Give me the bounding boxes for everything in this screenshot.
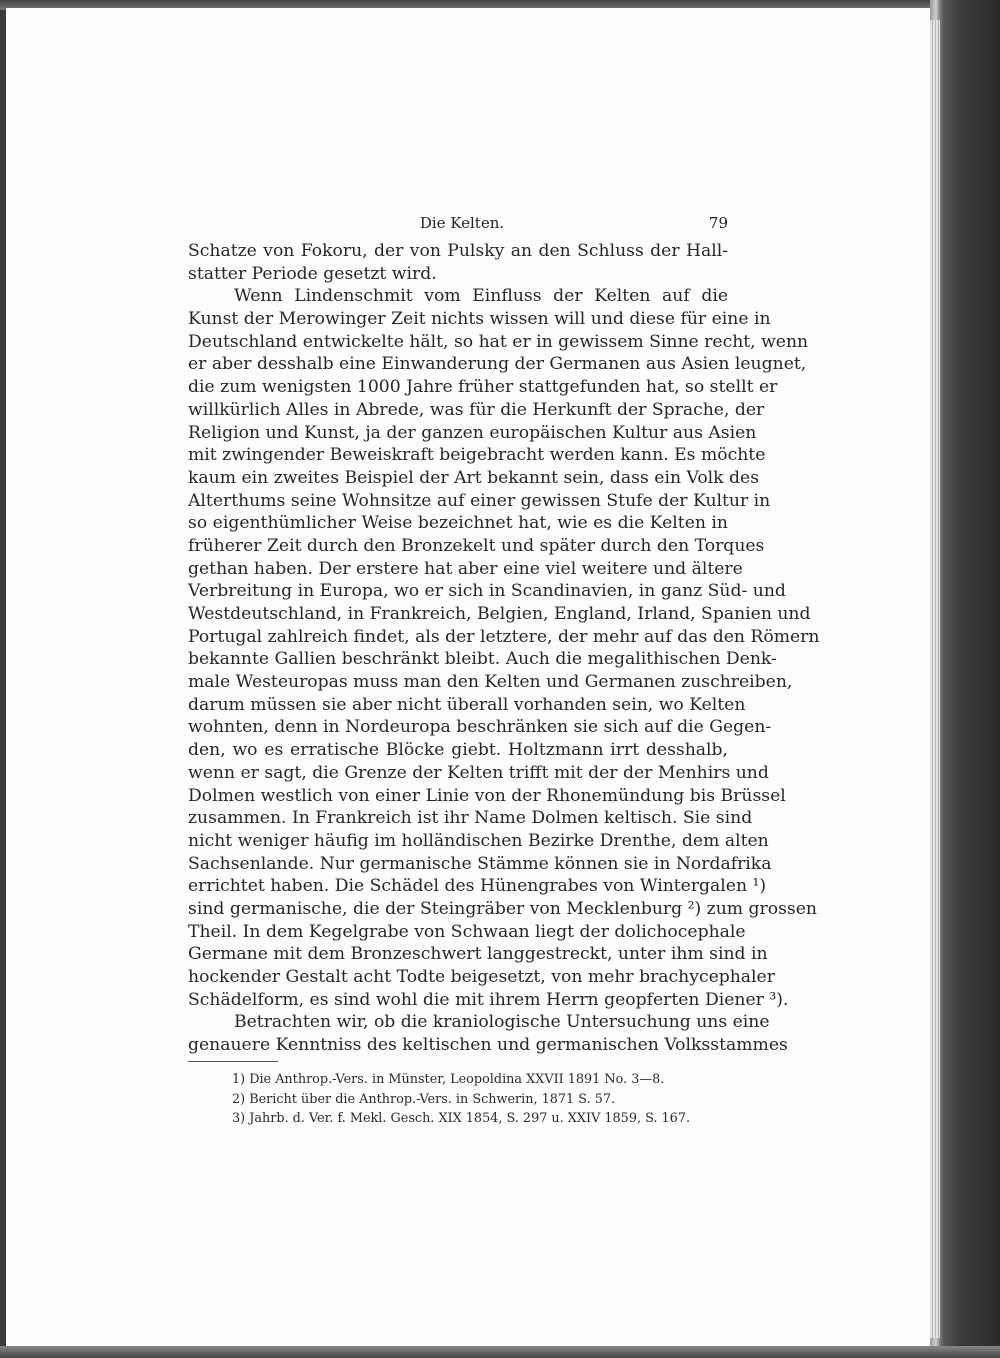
text-line: wenn er sagt, die Grenze der Kelten trifft mit der der Menhirs und	[188, 762, 769, 783]
running-head-title: Die Kelten.	[419, 214, 505, 232]
text-line: kaum ein zweites Beispiel der Art bekannt sein, dass ein Volk des	[188, 467, 760, 488]
footnote: 2) Bericht über die Anthrop.-Vers. in Schwerin, 1871 S. 57.	[232, 1091, 616, 1107]
text-line: Portugal zahlreich findet, als der letztere, der mehr auf das den Römern	[188, 626, 820, 647]
text-line: hockender Gestalt acht Todte beigesetzt, von mehr brachycephaler	[188, 967, 775, 987]
text-line: Kunst der Merowinger Zeit nichts wissen will und diese für eine in	[188, 309, 771, 330]
text-line: Schädelform, es sind wohl die mit ihrem Herrn geopferten Diener ³).	[188, 989, 789, 1010]
text-line: Betrachten wir, ob die kraniologische Untersuchung uns eine	[234, 1012, 770, 1033]
text-line: er aber desshalb eine Einwanderung der Germanen aus Asien leugnet,	[188, 354, 807, 375]
text-line: sind germanische, die der Steingräber von Mecklenburg ²) zum grossen	[188, 898, 817, 919]
text-line: zusammen. In Frankreich ist ihr Name Dolmen keltisch. Sie sind	[188, 808, 753, 829]
footnote: 3) Jahrb. d. Ver. f. Mekl. Gesch. XIX 1854, S. 297 u. XXIV 1859, S. 167.	[232, 1111, 691, 1127]
text-line: früherer Zeit durch den Bronzekelt und später durch den Torques	[188, 535, 765, 556]
text-line: errichtet haben. Die Schädel des Hünengrabes von Wintergalen ¹)	[188, 876, 767, 897]
text-line: Schatze von Fokoru, der von Pulsky an den Schluss der Hall-	[188, 241, 728, 261]
text-line: Dolmen westlich von einer Linie von der Rhonemündung bis Brüssel	[188, 785, 786, 806]
text-line: nicht weniger häufig im holländischen Bezirke Drenthe, dem alten	[188, 830, 769, 851]
book-fore-edge	[930, 0, 1000, 1358]
text-line: Deutschland entwickelte hält, so hat er in gewissem Sinne recht, wenn	[188, 331, 809, 352]
text-line: darum müssen sie aber nicht überall vorhanden sein, wo Kelten	[188, 694, 746, 715]
text-line: genauere Kenntniss des keltischen und germanischen Volksstammes	[188, 1035, 788, 1056]
text-line: Westdeutschland, in Frankreich, Belgien, England, Irland, Spanien und	[188, 604, 811, 624]
text-line: Theil. In dem Kegelgrabe von Schwaan liegt der dolichocephale	[188, 921, 746, 942]
text-line: Germane mit dem Bronzeschwert langgestreckt, unter ihm sind in	[188, 944, 768, 965]
scan-bottom-edge	[0, 1346, 1000, 1358]
text-line: statter Periode gesetzt wird.	[188, 263, 437, 284]
text-line: Verbreitung in Europa, wo er sich in Scandinavien, in ganz Süd- und	[188, 581, 786, 602]
text-line: willkürlich Alles in Abrede, was für die Herkunft der Sprache, der	[188, 399, 765, 420]
page-number: 79	[708, 214, 728, 232]
running-head	[188, 214, 736, 236]
text-line: so eigenthümlicher Weise bezeichnet hat, wie es die Kelten in	[188, 513, 728, 534]
text-line: die zum wenigsten 1000 Jahre früher stattgefunden hat, so stellt er	[188, 377, 778, 398]
footnotes	[232, 1070, 728, 1129]
text-line: Alterthums seine Wohnsitze auf einer gewissen Stufe der Kultur in	[188, 490, 771, 511]
body-text	[188, 240, 820, 1057]
text-line: Sachsenlande. Nur germanische Stämme können sie in Nordafrika	[188, 853, 772, 874]
text-line: Wenn Lindenschmit vom Einfluss der Kelten auf die	[234, 286, 728, 307]
footnote-rule	[188, 1061, 278, 1062]
text-line: mit zwingender Beweiskraft beigebracht werden kann. Es möchte	[188, 445, 766, 466]
text-line: male Westeuropas muss man den Kelten und Germanen zuschreiben,	[188, 672, 793, 693]
text-line: den, wo es erratische Blöcke giebt. Holtzmann irrt desshalb,	[188, 740, 728, 761]
footnote: 1) Die Anthrop.-Vers. in Münster, Leopoldina XXVII 1891 No. 3—8.	[232, 1072, 665, 1087]
text-line: Religion und Kunst, ja der ganzen europäischen Kultur aus Asien	[188, 422, 757, 443]
text-line: bekannte Gallien beschränkt bleibt. Auch die megalithischen Denk-	[188, 649, 777, 670]
text-line: wohnten, denn in Nordeuropa beschränken sie sich auf die Gegen-	[188, 717, 772, 738]
text-line: gethan haben. Der erstere hat aber eine viel weitere und ältere	[188, 558, 743, 579]
